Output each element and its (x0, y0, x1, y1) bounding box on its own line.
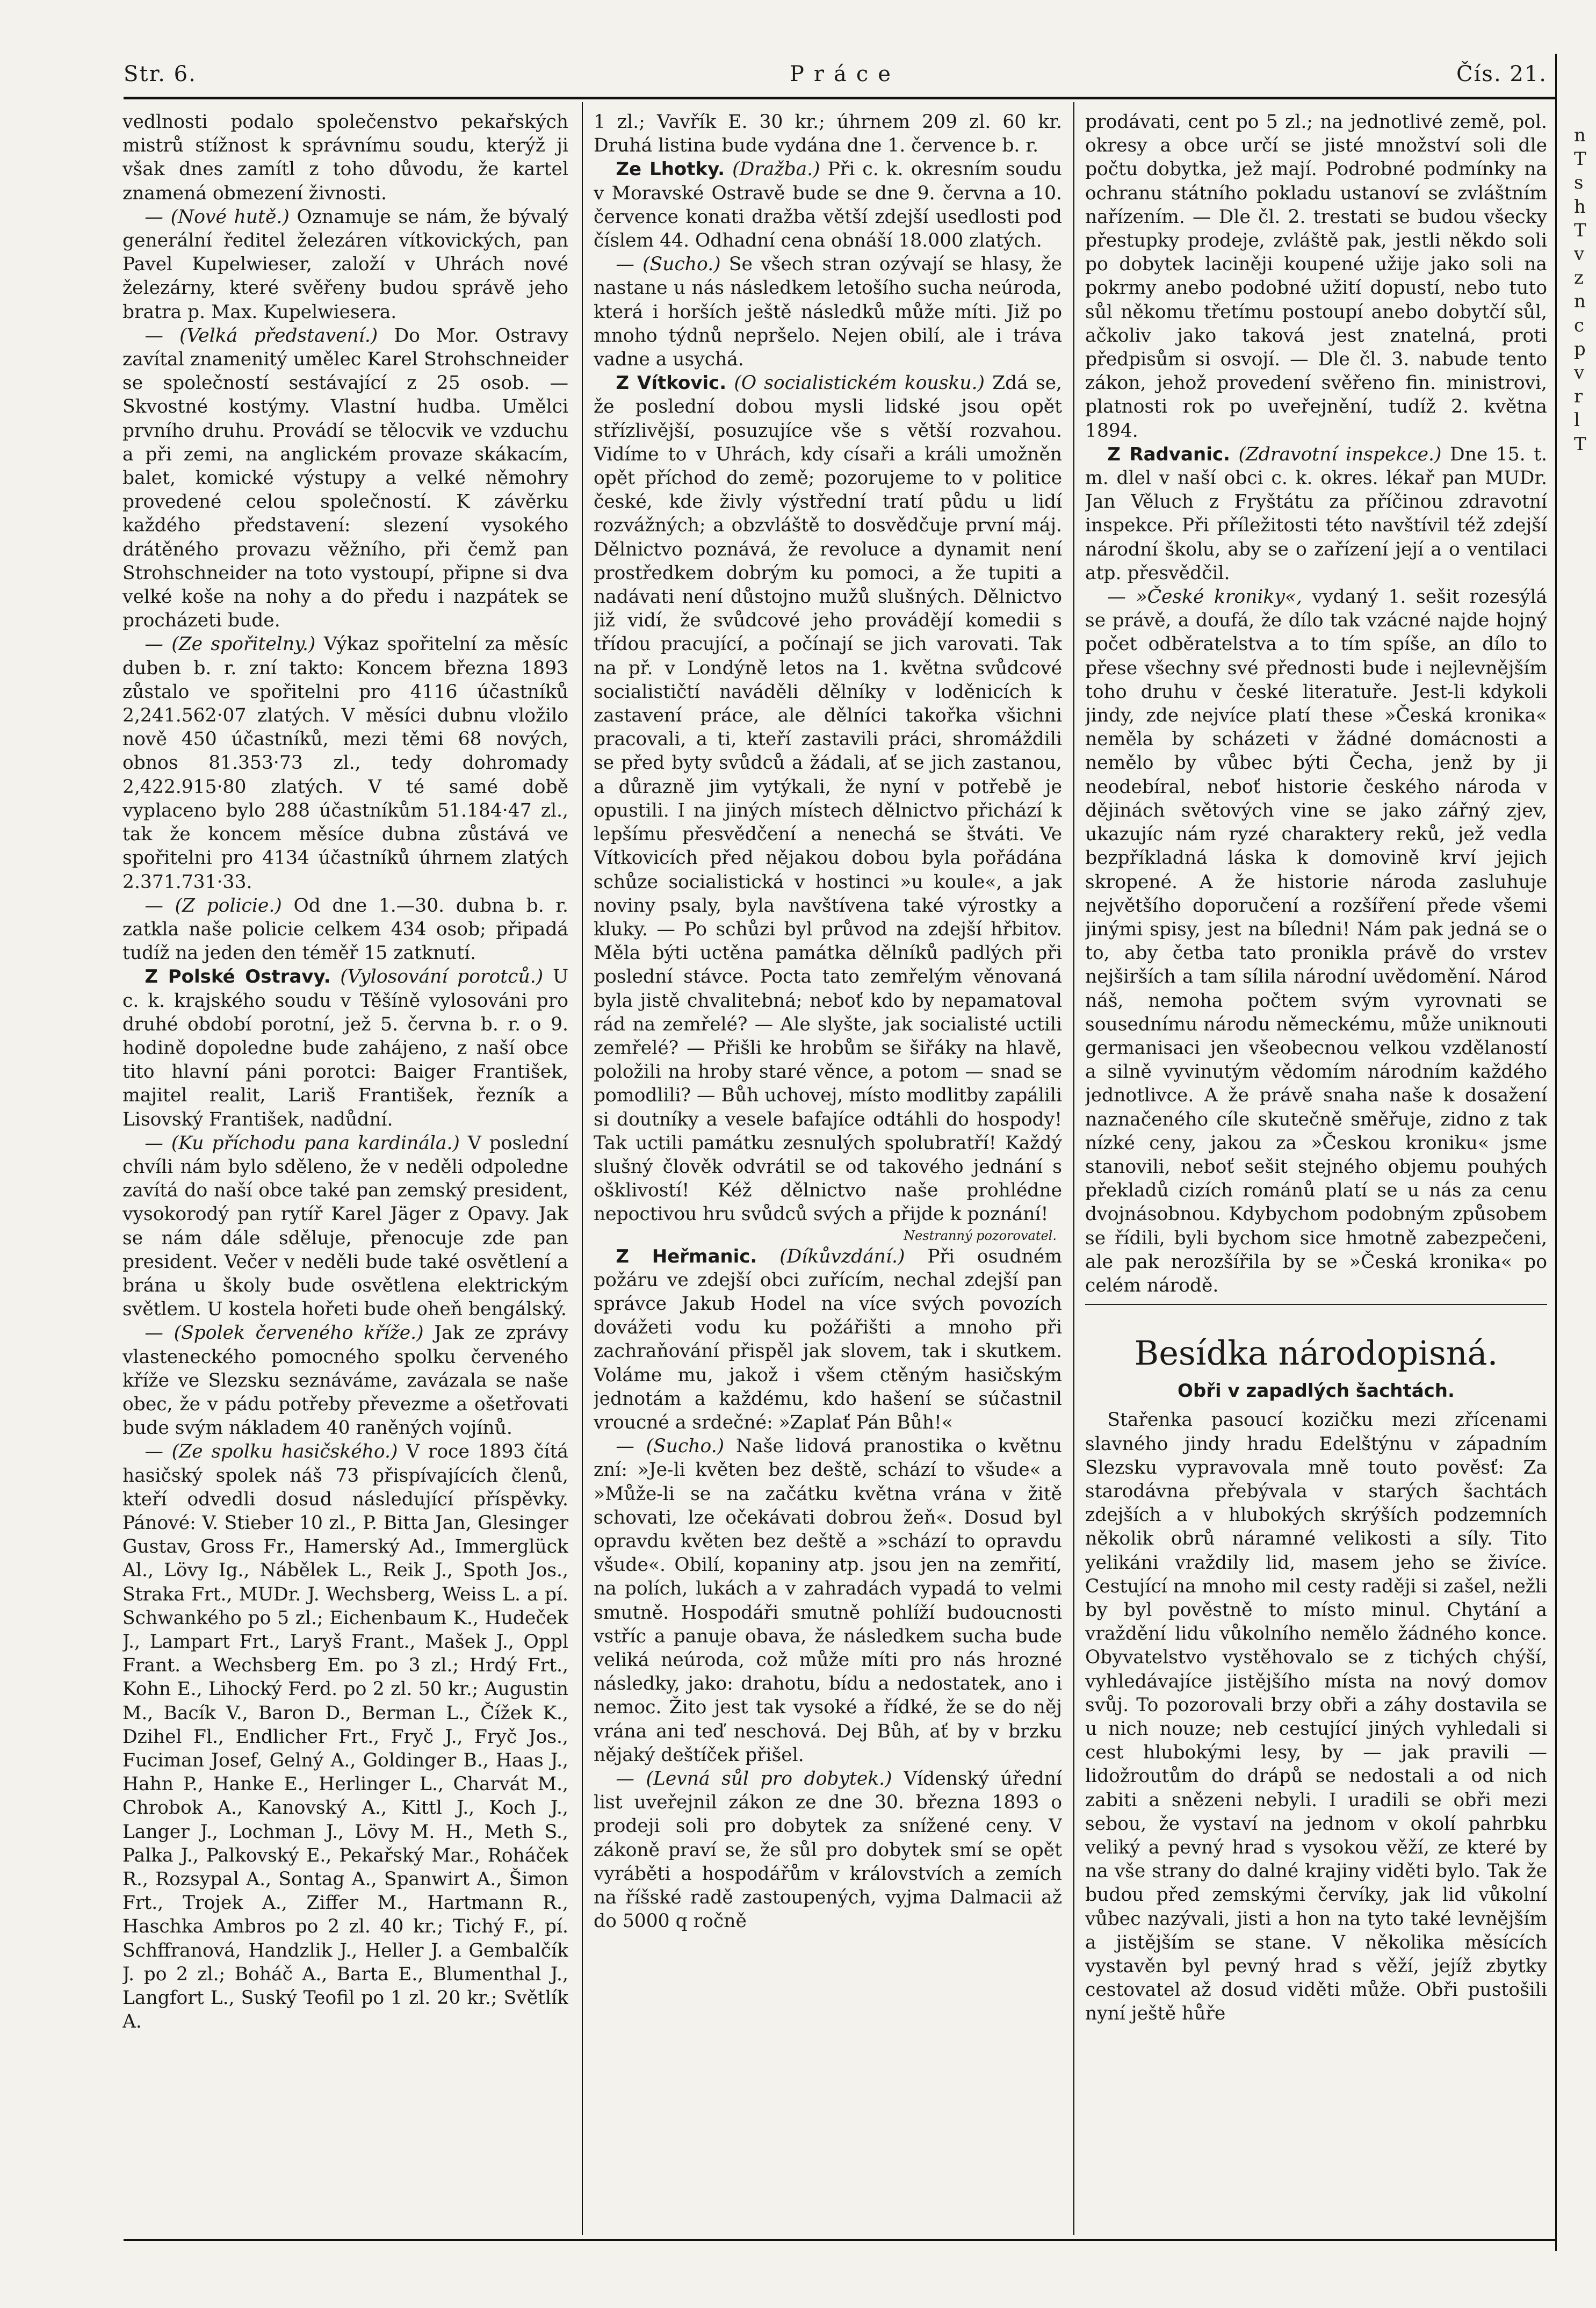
edge-letter: z (1574, 267, 1584, 289)
article-body: Naše lidová pranostika o květnu zní: »Je-li květen bez deště, schází to všude« a »Může-li se na začátku května vrána v žitě schovati, lze očekávati dobrou žeň«. Dosud byl opravdu květen bez deště a »schází to opravdu všude«. Obilí, kopaniny atp. jsou jen na zemřití, na polích, lukách a v zahradách vypadá to velmi smutně. Hospodáři smutně pohlíží budoucnosti vstříc a panuje obava, že následkem sucha bude veliká neúroda, což může míti pro nás hrozné následky, jako: drahotu, bídu a nedostatek, ano i nemoc. Žito jest tak vysoké a řídké, že se do něj vrána ani teď neschová. Dej Bůh, ať by v brzku nějaký deštíček přišel. (594, 1436, 1062, 1766)
article-paragraph (1085, 443, 1547, 585)
article-body: Při c. k. okresním soudu v Moravské Ostravě bude se dne 9. června a 10. července konati dražba větší zdejší usedlosti pod číslem 44. Odhadní cena obnáší 18.000 zlatých. (594, 158, 1062, 252)
article-lead: — (Nové hutě.) (145, 206, 290, 228)
article-lead: — (Velká představení.) (145, 324, 378, 347)
edge-letter: p (1574, 338, 1586, 360)
page-number: Str. 6. (124, 62, 197, 86)
article-paragraph (594, 157, 1062, 253)
page-edge-rule (1555, 54, 1557, 2251)
article-body: Při osudném požáru ve zdejší obci zuřícím, nechal zdejší pan správce Jakub Hodel na více svých povozích dovážeti vodu ku požářišti a mnoho při zachraňování přispěl jak slovem, tak i skutkem. Voláme mu, jakož i všem ctěným hasičským jednotám a každému, kdo hašení se súčastnil vroucné a srdečné: »Zaplať Pán Bůh!« (594, 1245, 1062, 1433)
article-lead: — (Sucho.) (616, 1436, 725, 1458)
article-paragraph (594, 1767, 1062, 1933)
issue-number: Čís. 21. (1456, 62, 1547, 86)
article-paragraph: Stařenka pasoucí kozičku mezi zřícenami slavného jindy hradu Edelštýnu v západním Slezsku vypravovala mně touto pověsť: Za starodávna přebývala v starých šachtách zdejších a v hlubokých skrýších podzemních několik obrů náramné velikosti a síly. Tito yelikáni vraždily lid, masem jeho se živíce. Cestující na mnoho mil cesty raději si zašel, nežli by byl pověstně to místo minul. Chytání a vraždění lidu vůkolního nemělo žádného konce. Obyvatelstvo vystěhovalo se z tichých chýší, vyhledávajíce jistějšího místa na nový domov svůj. To pozorovali brzy obři a záhy dostavila se u nich nouze; neb cestující jiných vyhledali si cest hlubokými lesy, by — jak pravili — lidožroutům do drápů se nedostali a od nich zabiti a snězeni nebyli. I uradili se obři mezi sebou, že vystaví na jednom v okolí pahrbku veliký a pevný hrad s vysokou věží, ze které by na vše strany do dalné krajiny viděti bylo. Tak že budou před zemskými červíky, jak lid vůkolní vůbec nazývali, jisti a hon na tyto také levnějším a jistějším se stane. V několika měsících vystavěn byl pevný hrad s věží, jejíž zbytky cestovatel až dosud viděti může. Obři pustošili nyní ještě hůře (1085, 1409, 1547, 2025)
article-body: Jak ze zprávy vlasteneckého pomocného spolku červeného kříže ve Slezsku seznáváme, zavázala se naše obec, že v pádu potřeby převezme a ošetřovati bude svým nákladem 40 raněných vojínů. (122, 1322, 568, 1439)
article-paragraph (122, 965, 568, 1131)
section-subtitle: Obři v zapadlých šachtách. (1178, 1380, 1455, 1402)
article-body: Se všech stran ozývají se hlasy, že nastane u nás následkem letošího sucha neúroda, která i horších ještě následků může míti. Již po mnoho týdnů nepršelo. Nejen obilí, ale i tráva vadne a usychá. (594, 254, 1062, 371)
article-body: Dne 15. t. m. dlel v naší obci c. k. okres. lékař pan MUDr. Jan Věluch z Fryštátu za příčinou zdravotní inspekce. Při příležitosti této navštívil též zdejší národní školu, aby se o zařízení její a o ventilaci atp. přesvědčil. (1085, 443, 1547, 584)
edge-letter: n (1574, 291, 1586, 313)
article-paragraph (122, 205, 568, 324)
edge-letter: n (1574, 125, 1586, 146)
article-paragraph (594, 371, 1062, 1226)
article-body: vydaný 1. sešit rozesýlá se právě, a doufá, že dílo tak vzácné najde hojný počet odběratelstva a to tím spíše, an dílo to přese všechny své přednosti bude i nejlevnějším toho druhu v české literatuře. Jest-li kdykoli jindy, zde nejvíce platí these »Česká kronika« neměla by scházeti v žádné domácnosti a nemělo by vůbec býti Čecha, jenž by ji neodebíral, neboť historie českého národa v dějinách světových vine se jako zářný zjev, ukazujíc nám ryzé charaktery reků, jež vedla bezpříkladná láska k domovině krví jejich skropené. A že historie národa zasluhuje největšího doporučení a rozšíření přede všemi jinými spisy, jest na bíledni! Nám pak jedná se o to, aby četba tato pronikla právě do vrstev nejširších a tam sílila národní uvědomění. Národ náš, nemoha počtem svým vyrovnati se sousednímu národu německému, může uniknouti germanisaci jen všeobecnou velkou vzdělaností a silně vyvinutým vědomím národním každého jednotlivce. A že právě snaha naše k dosažení naznačeného cíle skutečně směřuje, zidno z tak nízké ceny, jakou za »Českou kroniku« jsme stanovili, neboť sešit stejného objemu pouhých překladů cizích románů platí se u nás za cenu dvojnásobnou. Kdybychom podobným způsobem se řídili, byli bychom sice hmotně zabezpečeni, ale pak nerozšířila by se »Česká kronika« po celém národě. (1085, 586, 1547, 1296)
place-heading: Z Vítkovic. (616, 372, 727, 394)
header-rule (124, 97, 1555, 99)
article-paragraph (122, 1321, 568, 1440)
place-heading: Ze Lhotky. (616, 158, 725, 181)
edge-letter: T (1574, 148, 1586, 170)
article-paragraph (122, 324, 568, 633)
footer-rule (124, 2239, 1555, 2241)
edge-letter: h (1574, 196, 1586, 218)
article-lead: (Dražba.) (732, 158, 820, 181)
article-body: Vídenský úřední list uveřejnil zákon ze dne 30. března 1893 o prodeji soli pro dobytek za snížené ceny. V zákoně praví se, že sůl pro dobytek smí se opět vyráběti a hospodářům v královstvích a zemích na říšské radě zastoupených, vyjma Dalmacii až do 5000 q ročně (594, 1768, 1062, 1932)
article-paragraph (122, 1440, 568, 2033)
article-body: V roce 1893 čítá hasičský spolek náš 73 přispívajících členů, kteří odvedli dosud následující příspěvky. Pánové: V. Stieber 10 zl., P. Bitta Jan, Glesinger Gustav, Gross Fr., Hamerský Ad., Immerglück Al., Lövy Ig., Nábělek L., Reik J., Spoth Jos., Straka Frt., MUDr. J. Wechsberg, Weiss L. a pí. Schwankého po 5 zl.; Eichenbaum K., Hudeček J., Lampart Frt., Laryš Frant., Mašek J., Oppl Frant. a Wechsberg Em. po 3 zl.; Hrdý Frt., Kohn E., Lihocký Ferd. po 2 zl. 50 kr.; Augustin M., Bacík V., Baron D., Berman L., Čížek K., Dzihel Fl., Endlicher Frt., Fryč J., Fryč Jos., Fuciman Josef, Gelný A., Goldinger B., Haas J., Hahn P., Hanke E., Herlinger L., Charvát M., Chrobok A., Kanovský A., Kittl J., Koch J., Langer J., Lochman J., Lövy M. H., Meth S., Palka J., Palkovský E., Pekařský Mar., Roháček R., Rozsypal A., Sontag A., Spanwirt A., Šimon Frt., Trojek A., Ziffer M., Hartmann R., Haschka Ambros po 2 zl. 40 kr.; Tichý F., pí. Schffranová, Handzlik J., Heller J. a Gembalčík J. po 2 zl.; Boháč A., Barta E., Blumenthal J., Langfort L., Suský Teofil po 1 zl. 20 kr.; Světlík A. (122, 1441, 568, 2033)
section-title: Besídka národopisná. (1134, 1333, 1498, 1373)
article-paragraph (594, 1434, 1062, 1767)
article-lead: — (Ze spořitelny.) (145, 633, 316, 655)
article-lead: (Zdravotní inspekce.) (1238, 443, 1442, 465)
column-divider-2 (1073, 102, 1074, 2235)
edge-letter: T (1574, 433, 1586, 455)
article-lead: — (Spolek červeného kříže.) (145, 1322, 424, 1344)
edge-letter: r (1574, 386, 1583, 408)
edge-letter: l (1574, 409, 1580, 431)
article-lead: — (Sucho.) (616, 254, 721, 276)
edge-letter: T (1574, 219, 1586, 241)
article-lead: — »České kroniky«, (1107, 586, 1302, 608)
edge-letter: s (1574, 172, 1584, 194)
article-lead: (Díkůvzdání.) (779, 1245, 905, 1267)
adjacent-page-edge (1574, 124, 1595, 456)
article-lead: — (Z policie.) (145, 895, 282, 917)
column-2 (594, 110, 1062, 2235)
article-paragraph (122, 894, 568, 965)
article-lead: (O socialistickém kousku.) (734, 372, 985, 394)
article-signature: Nestranný pozorovatel. (904, 1228, 1057, 1243)
article-paragraph (1085, 585, 1547, 1297)
article-lead: — (Ze spolku hasičského.) (145, 1441, 398, 1463)
article-paragraph (122, 632, 568, 893)
article-body: Zdá se, že poslední dobou mysli lidské jsou opět střízlivější, posuzujíce vše s větší rozvahou. Vidíme to v Uhrách, kdy císaři a králi umožněn opět příchod do země; pozorujeme to v politice české, kde živly výstřední tratí půdu u lidí rozvážných; a obzvláště to dosvědčuje první máj. Dělnictvo poznává, že revoluce a dynamit není prostředkem dobrým ku pomoci, a že tupiti a nadávati není důstojno mužů slušných. Dělnictvo již vidí, že svůdcové jeho provádějí komedii s třídou pracující, a počínají se jich varovati. Tak na př. v Londýně letos na 1. května svůdcové socialističtí naváděli dělníky v loděnicích k zastavení práce, ale dělníci takořka všichni pracovali, a ti, kteří zastavili práci, shromáždili se před byty svůdců a žádali, ať se jich zastanou, a důrazně jim vytýkali, že nyní v potřebě je opustili. I na jiných místech dělnictvo přichází k lepšímu přesvědčení a nenechá se štváti. Ve Vítkovicích před nějakou dobou byla pořádána schůze socialistická v hostinci »u koule«, a jak noviny psaly, byla navštívena také výrostky a kluky. — Po schůzi byl průvod na zdejší hřbitov. Měla býti uctěna památka dělníků padlých při poslední stávce. Pocta tato zemřelým věnovaná byla jistě chvalitebná; neboť kdo by nepamatoval rád na zemřelé? — Ale slyšte, jak socialisté uctili zemřelé? — Přišli ke hrobům se šiřáky na hlavě, položili na hroby staré věnce, a potom — snad se pomodlili? — Bůh uchovej, místo modlitby zapálili si doutníky a vesele bafajíce odtáhli do hospody! Tak uctili památku zesnulých spolubratří! Každý slušný člověk odvrátil se od takového jednání s ošklivostí! Kéž dělnictvo naše prohlédne nepoctivou hru svůdců svých a přijde k poznání! (594, 372, 1062, 1225)
article-lead: — (Levná sůl pro dobytek.) (616, 1768, 892, 1790)
edge-letter: v (1574, 362, 1585, 384)
article-body: Oznamuje se nám, že bývalý generální ředitel železáren vítkovických, pan Pavel Kupelwieser, založí v Uhrách nové železárny, které svěřeny budou správě jeho bratra p. Max. Kupelwiesera. (122, 206, 568, 323)
place-heading: Z Polské Ostravy. (145, 966, 331, 988)
article-body: Do Mor. Ostravy zavítal znamenitý umělec Karel Strohschneider se společností sestávající z 25 osob. — Skvostné kostýmy. Vlastní hudba. Umělci prvního druhu. Provádí se tělocvik ve vzduchu a při zemi, na anglickém provaze skákacím, balet, komické výstupy a velké němohry provedené celou společností. K závěrku každého představení: slezení vysokého drátěného provazu věžního, při čemž pan Strohschneider na toto vystoupí, připne si dva velké koše na nohy a do předu i nazpátek se procházeti bude. (122, 324, 568, 632)
section-divider (1085, 1304, 1547, 1305)
article-paragraph (122, 1131, 568, 1322)
article-body: U c. k. krajského soudu v Těšíně vylosováni pro druhé období porotní, jež 5. června b. r. o 9. hodině dopoledne bude zahájeno, z naší obce tito hlavní páni porotci: Baiger František, majitel realit, Lariš František, řezník a Lisovský František, nadůdní. (122, 966, 568, 1130)
article-paragraph (594, 253, 1062, 371)
article-lead: — (Ku příchodu pana kardinála.) (145, 1132, 460, 1154)
article-lead: (Vylosování porotců.) (340, 966, 544, 988)
article-body: Výkaz spořitelní za měsíc duben b. r. zní takto: Koncem března 1893 zůstalo ve spořitelni pro 4116 účastníků 2,241.562·07 zlatých. V měsíci dubnu vložilo nově 450 účastníků, mezi těmi 68 nových, obnos 81.353·73 zl., tedy dohromady 2,422.915·80 zlatých. V té samé době vyplaceno bylo 288 účastníkům 51.184·47 zl., tak že koncem měsíce dubna zůstává ve spořitelni pro 4134 účastníků úhrnem zlatých 2.371.731·33. (122, 633, 568, 893)
place-heading: Z Radvanic. (1107, 443, 1230, 465)
place-heading: Z Heřmanic. (616, 1245, 757, 1267)
article-body: V poslední chvíli nám bylo sděleno, že v neděli odpoledne zavítá do naší obce také pan zemský president, vysokorodý pan rytíř Karel Jäger z Opavy. Jak se nám dále sděluje, přenocuje zde pan president. Večer v neděli bude také osvětlení a brána u školy bude osvětlena elektrickým světlem. U kostela hořeti bude oheň bengálský. (122, 1132, 568, 1321)
article-paragraph: vedlnosti podalo společenstvo pekařských mistrů stížnost k správnímu soudu, kterýž ji však dnes zamítl z toho důvodu, že kartel znamená obmezení živnosti. (122, 111, 568, 204)
column-3 (1085, 110, 1547, 2235)
edge-letter: c (1574, 314, 1585, 336)
newspaper-title: Práce (790, 62, 900, 86)
column-divider-1 (582, 102, 583, 2235)
article-paragraph (594, 1245, 1062, 1435)
article-paragraph: 1 zl.; Vavřík E. 30 kr.; úhrnem 209 zl. 60 kr. Druhá listina bude vydána dne 1. července b. r. (594, 111, 1062, 157)
page-header (124, 56, 1547, 94)
article-body: Od dne 1.—30. dubna b. r. zatkla naše policie celkem 434 osob; připadá tudíž na jeden den téměř 15 zatknutí. (122, 895, 568, 964)
edge-letter: v (1574, 243, 1585, 265)
article-paragraph: prodávati, cent po 5 zl.; na jednotlivé země, pol. okresy a obce určí se jisté množství soli dle počtu dobytka, jež mají. Podrobné podmínky na ochranu státního pokladu ustanoví se zvláštním nařízením. — Dle čl. 2. trestati se budou všecky přestupky prodeje, zvláště pak, jestli někdo soli po dobytek laciněji koupené užije jako soli na pokrmy anebo podobné užití dopustí, nebo tuto sůl někomu třetímu postoupí anebo dobytčí sůl, ačkoliv jako taková jest znatelná, proti předpisům si osvojí. — Dle čl. 3. nabude tento zákon, jehož provedení svěřeno fin. ministrovi, platnosti rok po uveřejnění, tudíž 2. května 1894. (1085, 111, 1547, 442)
column-1 (122, 110, 568, 2235)
